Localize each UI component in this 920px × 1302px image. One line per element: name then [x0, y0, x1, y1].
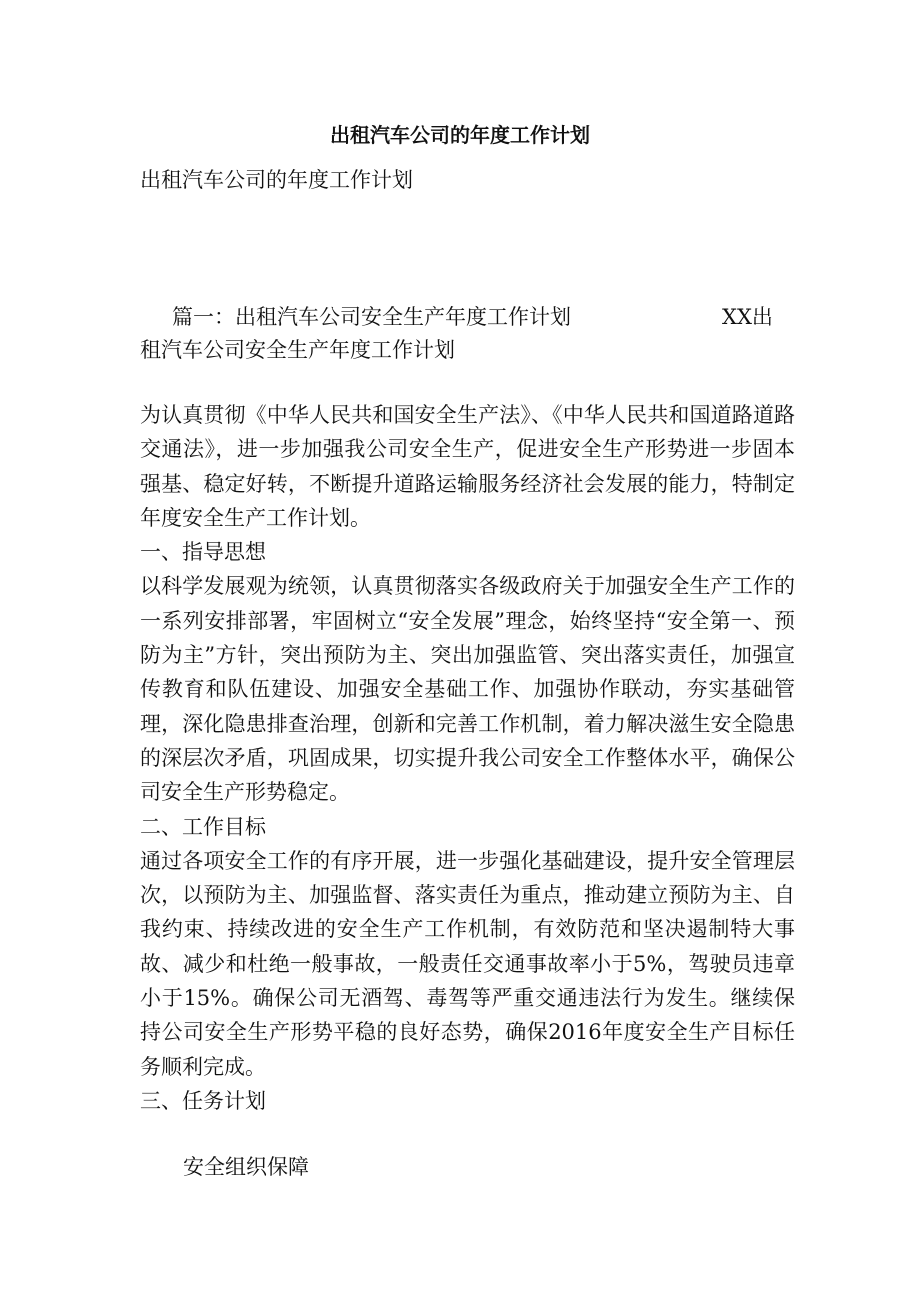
- sub-item-safety-organization: 安全组织保障: [183, 1155, 309, 1179]
- heading-task-plan: 三、任务计划: [140, 1088, 266, 1113]
- section-heading-continued: 租汽车公司安全生产年度工作计划: [140, 338, 455, 362]
- document-title: 出租汽车公司的年度工作计划: [330, 123, 590, 147]
- section-heading-right: XX出: [722, 305, 773, 329]
- paragraph-work-goals: 通过各项安全工作的有序开展，进一步强化基础建设，提升安全管理层次，以预防为主、加强监督、落实责任为重点，推动建立预防为主、自我约束、持续改进的安全生产工作机制，有效防范和坚决遏制特大事故、减少和杜绝一般事故，一般责任交通事故率小于5%，驾驶员违章小于15%。确保公司无酒驾、毒驾等严重交通违法行为发生。继续保持公司安全生产形势平稳的良好态势，确保2016年度安全生产目标任务顺利完成。: [140, 848, 795, 1079]
- heading-work-goals: 二、工作目标: [140, 814, 266, 839]
- paragraph-guiding-thought: 以科学发展观为统领，认真贯彻落实各级政府关于加强安全生产工作的一系列安排部署，牢固树立“安全发展”理念，始终坚持“安全第一、预防为主”方针，突出预防为主、突出加强监管、突出落实责任，加强宣传教育和队伍建设、加强安全基础工作、加强协作联动，夯实基础管理，深化隐患排查治理，创新和完善工作机制，着力解决滋生安全隐患的深层次矛盾，巩固成果，切实提升我公司安全工作整体水平，确保公司安全生产形势稳定。: [140, 574, 795, 805]
- section-heading-left: 篇一：出租汽车公司安全生产年度工作计划: [172, 305, 571, 329]
- document-body: [140, 398, 795, 1118]
- document-subtitle: 出租汽车公司的年度工作计划: [140, 168, 413, 192]
- intro-paragraph: 为认真贯彻《中华人民共和国安全生产法》、《中华人民共和国道路道路交通法》，进一步加强我公司安全生产，促进安全生产形势进一步固本强基、稳定好转，不断提升道路运输服务经济社会发展的能力，特制定年度安全生产工作计划。: [140, 403, 795, 530]
- heading-guiding-thought: 一、指导思想: [140, 540, 266, 565]
